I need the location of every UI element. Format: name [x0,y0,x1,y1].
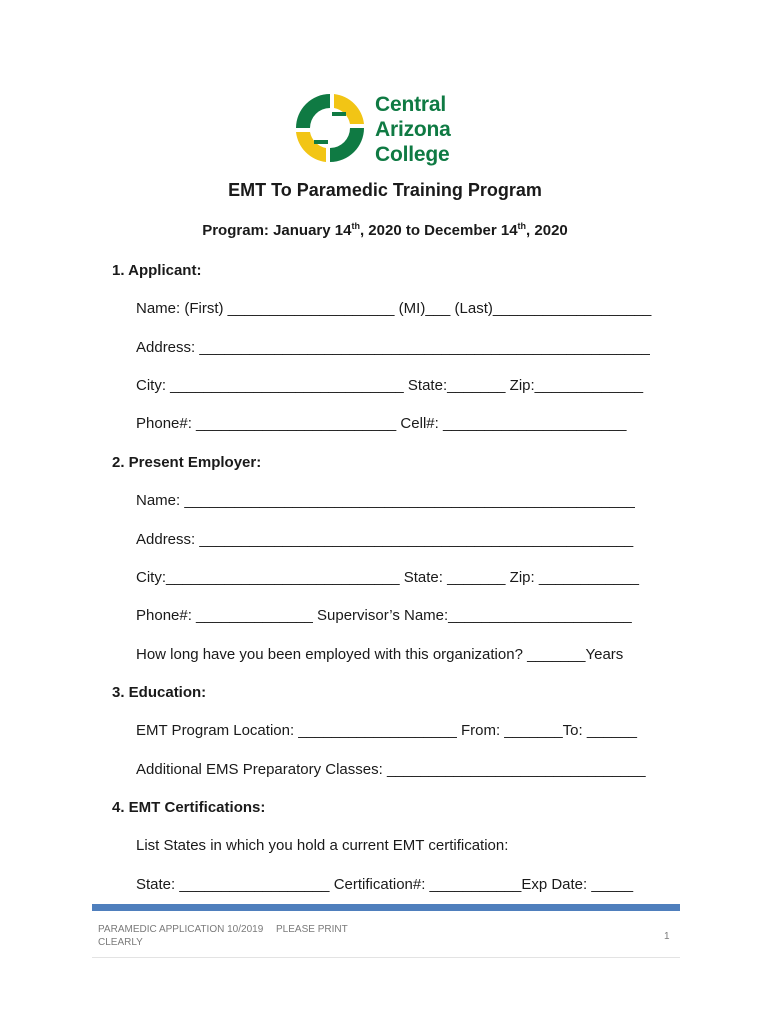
logo-line-3: College [375,143,450,166]
employer-city-state-zip-field[interactable]: City:____________________________ State: _______ Zip: ____________ [136,569,639,586]
logo-line-1: Central [375,93,446,116]
section-applicant-heading: 1. Applicant: [112,262,202,279]
program-suffix: , 2020 [526,222,568,239]
college-logo-wordmark [375,92,451,167]
document-title: EMT To Paramedic Training Program [228,180,542,200]
emt-program-location-field[interactable]: EMT Program Location: ___________________ From: _______To: ______ [136,722,637,739]
program-prefix: Program: January 14 [202,222,352,239]
section-education-heading: 3. Education: [112,684,207,701]
certifications-instructions: List States in which you hold a current EMT certification: [136,837,509,854]
certification-state-field[interactable]: State: __________________ Certification#: ___________Exp Date: _____ [136,876,634,893]
program-sup-1: th [351,221,360,231]
program-dates [0,222,770,239]
footer-left-text [98,923,263,949]
applicant-city-state-zip-field[interactable]: City: ____________________________ State:_______ Zip:_____________ [136,377,644,394]
footer-bar [92,904,680,911]
program-middle: , 2020 to December 14 [359,222,518,239]
applicant-address-field[interactable]: Address: ______________________________________________________ [136,339,650,356]
section-certifications-heading: 4. EMT Certifications: [112,799,266,816]
additional-ems-classes-field[interactable]: Additional EMS Preparatory Classes: _______________________________ [136,761,646,778]
program-sup-2: th [517,221,527,231]
section-employer-heading: 2. Present Employer: [112,454,262,471]
college-logo [292,90,472,166]
employer-name-field[interactable]: Name: ______________________________________________________ [136,492,635,509]
employment-years-field[interactable]: How long have you been employed with this organization? _______Years [136,646,624,663]
employer-address-field[interactable]: Address: ____________________________________________________ [136,531,634,548]
page-number: 1 [664,931,670,942]
footer-left-line-2: CLEARLY [98,937,143,948]
logo-line-2: Arizona [375,118,451,141]
applicant-name-field[interactable]: Name: (First) ____________________ (MI)___ (Last)___________________ [136,300,652,317]
college-logo-emblem-icon [292,90,368,166]
footer-center-text: PLEASE PRINT [276,924,348,935]
employer-phone-supervisor-field[interactable]: Phone#: ______________ Supervisor’s Name:______________________ [136,607,632,624]
footer-divider [92,957,680,958]
footer-left-line-1: PARAMEDIC APPLICATION 10/2019 [98,924,264,935]
applicant-phone-cell-field[interactable]: Phone#: ________________________ Cell#: ______________________ [136,415,627,432]
